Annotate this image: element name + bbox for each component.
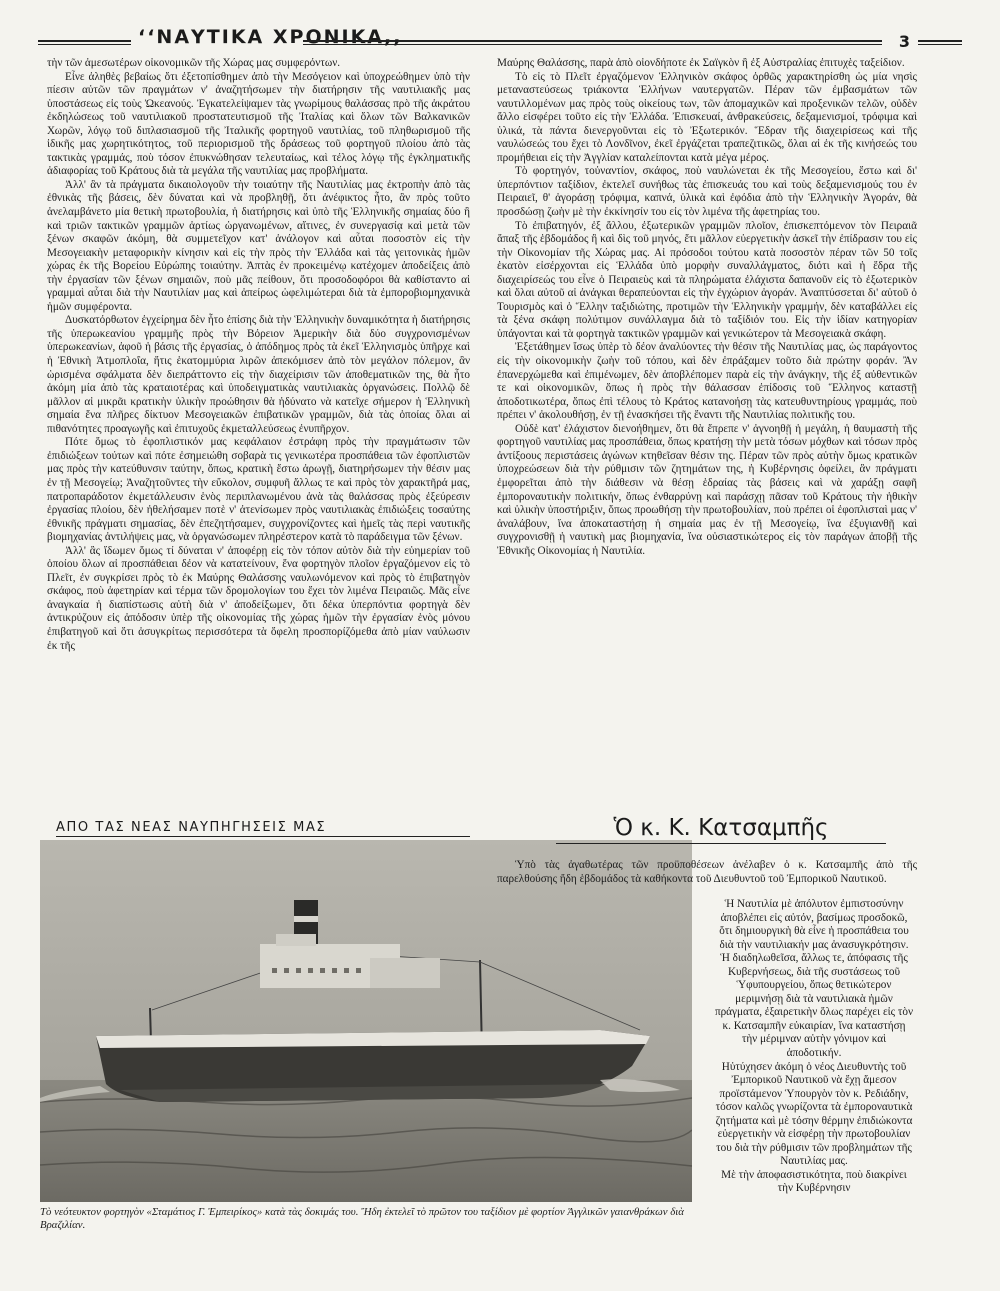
paragraph: τὴν τῶν ἀμεσωτέρων οἰκονομικῶν τῆς Χώρας μας συμφερόντων. (47, 57, 341, 69)
katsampis-title: Ὁ κ. Κ. Κατσαμπῆς (613, 815, 829, 841)
title-underline (556, 843, 886, 844)
paragraph: Ὑπὸ τὰς ἀγαθωτέρας τῶν προϋποθέσεων ἀνέλαβεν ὁ κ. Κατσαμπῆς ἀπὸ τῆς παρελθούσης ἤδη ἑβδομάδος τὰ καθήκοντα τοῦ Διευθυντοῦ τοῦ Ἐμπορικοῦ Ναυτικοῦ. (497, 859, 917, 885)
paragraph: Εἶνε ἀληθὲς βεβαίως ὅτι ἐξετοπίσθημεν ἀπὸ τὴν Μεσόγειον καὶ ὑποχρεώθημεν ὑπὸ τὴν πίεσιν αὐτῶν τῶν πραγμάτων ν' ἀναζητήσωμεν τὴν διατήρησιν τῆς ναυτιλιακῆς μας ὑποστάσεως εἰς τοὺς Ὠκεανούς. Ἐγκατελείψαμεν τὰς γνωρίμους θαλάσσας πρὸ τῆς ἀκράτου ἐκδηλώσεως τοῦ ναυτιλιακοῦ προστατευτισμοῦ τῆς Ἰταλίας καὶ ὅλων τῶν Βαλκανικῶν Χωρῶν, λόγῳ τοῦ διπλασιασμοῦ τῆς Ἰταλικῆς φορτηγοῦ ναυτιλίας, τοῦ πληθωρισμοῦ τῆς ἰδικῆς μας χωρητικότητος, τοῦ περιορισμοῦ τῆς δράσεως τοῦ φορτηγοῦ πλοίου ἀπὸ τὰς τακτικὰς γραμμάς, ποὺ τόσον ἐπυκνώθησαν τελευταίως, καὶ τέλος λόγῳ τῆς ἐγκληματικῆς ἀδιαφορίας τοῦ Κράτους διὰ τὰ μεγάλα τῆς ναυτιλίας μας προβλήματα. (47, 70, 470, 178)
header-rule-middle (303, 40, 882, 45)
paragraph: Ηὐτύχησεν ἀκόμη ὁ νέος Διευθυντὴς τοῦ Ἐμπορικοῦ Ναυτικοῦ νὰ ἔχῃ ἄμεσον προϊστάμενον Ὑπουργὸν τὸν κ. Ρεδιάδην, τόσον καλῶς γνωρίζοντα τὰ ἐμποροναυτικὰ ζητήματα καὶ μὲ τόσην θέρμην ἐπιδιώκοντα εὐεργετικὴν νὰ εἰσφέρῃ τὴν πρωτοβουλίαν του διὰ τὴν ρύθμισιν τῶν προβλημάτων τῆς Ναυτιλίας μας. (715, 1060, 913, 1168)
paragraph: Ἀλλ' ἂς ἴδωμεν ὅμως τί δύναται ν' ἀποφέρῃ εἰς τὸν τόπον αὐτὸν διὰ τὴν εὐημερίαν τοῦ ὁποίου ὅλων αἱ προσπάθειαι δέον νὰ κατατείνουν, ἕνα φορτηγὸν πλοῖον ἐργαζόμενον εἰς τὸ Πλεῖτ, ἐν συγκρίσει πρὸς τὸ ἐκ Μαύρης Θαλάσσης ναυλωνόμενον καὶ πρὸς τὸ ἐπιβατηγὸν σκάφος, ποὺ ἀφετηρίαν καὶ τέρμα τῶν δρομολογίων του ἔχει τὸν λιμένα Πειραιῶς. Μᾶς εἶνε ἀναγκαία ἡ διαπίστωσις αὐτὴ διὰ ν' ἀποδείξωμεν, ὅτι δέκα ὑπερπόντια φορτηγὰ δὲν ἀντικρύζουν εἰς ἀπόδοσιν ὑπὲρ τῆς οἰκονομίας τῆς χώρας ἡμῶν τὴν ἐργασίαν ἑνὸς μόνου ἐπιβατηγοῦ καὶ ὅτι ἀσυγκρίτως περισσότερα τὰ ὄφελη προσπορίζόμεθα ἀπὸ μίαν ναύλωσιν ἐκ τῆς (47, 544, 470, 652)
katsampis-intro (497, 859, 917, 886)
katsampis-heading (531, 815, 911, 844)
paragraph: Τὸ φορτηγόν, τοὐναντίον, σκάφος, ποὺ ναυλώνεται ἐκ τῆς Μεσογείου, ἔστω καὶ δι' ὑπερπόντιον ταξίδιον, ἐκτελεῖ συνήθως τὰς ἐπισκευάς του καὶ τοὺς δεξαμενισμούς του ἐν Πειραιεῖ, θ' ἀγοράσῃ τρόφιμα, καπνά, ὑλικὰ καὶ ἐφόδια ἀπὸ τὴν Ἑλληνικὴν Ἀγοράν, θὰ προσδώσῃ ζωὴν μὲ τὴν ἐκκίνησίν του εἰς τὸν λιμένα τῆς ἀφετηρίας του. (497, 165, 917, 219)
page-number: 3 (898, 32, 910, 51)
ship-illustration (40, 840, 692, 1202)
paragraph: Οὐδὲ κατ' ἐλάχιστον διενοήθημεν, ὅτι θὰ ἔπρεπε ν' ἀγνοηθῇ ἡ μεγάλη, ἡ θαυμαστὴ τῆς φορτηγοῦ ναυτιλίας μας προσπάθεια, ὅπως κρατήσῃ τὴν μετὰ τόσων μόχθων καὶ τόσων πρὸς ἀντίξοους περιστάσεις ἀγώνων κτηθεῖσαν θέσιν της. Πέραν τῶν πρὸς αὐτὴν ὅμως κρατικῶν ὑποχρεώσεων διὰ τὴν ρύθμισιν τῶν ζητημάτων της, ἡ Κυβέρνησις ὀφείλει, ἂν πράγματι ἐμφορεῖται ἀπὸ τὴν διάθεσιν νὰ θέσῃ ἑδραίας τὰς βάσεις καὶ νὰ χαράξῃ σαφῆ ἐμποροναυτικὴν πολιτικήν, ὅπως ἐνθαρρύνῃ καὶ παράσχῃ πᾶσαν τοῦ Κράτους τὴν ἠθικὴν καὶ ὑλικὴν ὑποστήριξιν, ὅπως προωθήσῃ τὴν πρωτοβουλίαν, ποὺ πρέπει οἱ ἐφοπλισταὶ μας ν' ἀναλάβουν, ἵνα ἀποκαταστήσῃ ἡ σημαία μας ἐν τῇ Μεσογείῳ, ἵνα ἐξυγιανθῇ καὶ συγχρονισθῇ ἡ ναυτικὴ μας βιομηχανία, ἵνα οὐσιαστικώτερος εἰς τὸν παράγων ἀποβῇ τῆς Ἐθνικῆς Οἰκονομίας ἡ Ναυτιλία. (497, 422, 917, 557)
paragraph: Ἡ Ναυτιλία μὲ ἀπόλυτον ἐμπιστοσύνην ἀποβλέπει εἰς αὐτόν, βασίμως προσδοκῶ, ὅτι δημιουργικὴ θὰ εἶνε ἡ προσπάθεια του διὰ τὴν ναυτιλιακήν μας ἀνασυγκρότησιν. Ἡ διαδηλωθεῖσα, ἄλλως τε, ἀπόφασις τῆς Κυβερνήσεως, διὰ τῆς συστάσεως τοῦ Ὑφυπουργείου, ὅπως θετικώτερον μεριμνήσῃ διὰ τὰ ναυτιλιακὰ ἡμῶν πράγματα, ἐξαιρετικὴν ὅλως παρέχει εἰς τὸν κ. Κατσαμπῆν εὐκαιρίαν, ἵνα καταστήσῃ τὴν μέριμναν αὐτὴν γόνιμον καὶ ἀποδοτικήν. (714, 898, 914, 1060)
paragraph: Δυσκατόρθωτον ἐγχείρημα δὲν ἦτο ἐπίσης διὰ τὴν Ἑλληνικὴν δυναμικότητα ἡ διατήρησις τῆς ὑπερωκεανίου γραμμῆς πρὸς τὴν Βόρειον Ἀμερικὴν διὰ δύο συγχρονισμένων ὑπερωκεανίων, ἀφοῦ ἡ βάσις τῆς ἐργασίας, ὁ ἀπόδημος πρὸς τὰ ἐκεῖ Ἑλληνισμὸς ὑπῆρχε καὶ ἡ Ἐθνικὴ Ἀτμοπλοΐα, ἥτις ἑκατομμύρια λιρῶν ἀπεκόμισεν ἀπὸ τὸν μεγάλον πόλεμον, ἂν ὡρισμένα σφάλματα δὲν διεπράττοντο εἰς τὴν διαχείρισιν τῶν ἀποθεματικῶν της, θὰ ἦτο ἀκόμη μία ἀπὸ τὰς κραταιοτέρας καὶ ὑποδειγματικὰς ναυτιλιακὰς ὀργανώσεις. Πολλῷ δὲ μᾶλλον αἱ μικρᾶι κρατικὴν ὑλικὴν προώθησιν θὰ ἠδύνατο νὰ κατεῖχε σήμερον ἡ Ἑλληνικὴ σημαία ἕνα πλῆρες δίκτυον Μεσογειακῶν ἐπιβατικῶν γραμμῶν, διὰ τὰς ὁποίας ὅλαι αἱ πιθανότητες προαγωγῆς καὶ ἐπιτυχοῦς ἐκμεταλλεύσεως ἐνυπῆρχον. (47, 314, 470, 435)
katsampis-column (714, 898, 914, 1196)
ship-photo (40, 840, 692, 1202)
page-header (38, 20, 962, 54)
paragraph: Μὲ τὴν ἀποφασιστικότητα, ποὺ διακρίνει τὴν Κυβέρνησιν (721, 1168, 907, 1195)
journal-title: ‘‘ΝΑΥΤΙΚΑ ΧΡΟΝΙΚΑ,, (138, 26, 403, 48)
section-heading: ΑΠΟ ΤΑΣ ΝΕΑΣ ΝΑΥΠΗΓΗΣΕΙΣ ΜΑΣ (56, 820, 470, 837)
header-rule-right (918, 40, 962, 45)
right-column (497, 57, 917, 558)
paragraph: Τὸ ἐπιβατηγόν, ἐξ ἄλλου, ἐξωτερικῶν γραμμῶν πλοῖον, ἐπισκεπτόμενον τὸν Πειραιᾶ ἅπαξ τῆς ἑβδομάδος ἢ καὶ δὶς τοῦ μηνός, ἔτι μᾶλλον εὐεργετικὴν ἀσκεῖ τὴν ἐπίδρασιν του εἰς τὴν Οἰκονομίαν τῆς Χώρας μας. Αἱ πρόσοδοι τούτου κατὰ ποσοστὸν πέραν τῶν 50 τοῖς ἑκατὸν εἰσέρχονται εἰς Ἑλλάδα ὑπὸ μορφὴν συναλλάγματος, διότι καὶ ἡ ἕδρα τῆς διαχειρίσεώς του εἶνε ὁ Πειραιεὺς καὶ τὰ πληρώματα ἐλάχιστα δαπανοῦν εἰς τὸ ἐξωτερικὸν καὶ ὅλαι αὐτοῦ αἱ ἀνάγκαι θεραπεύονται εἰς τὴν ἐγχώριον ἀγοράν. Ἀναπτύσσεται δι' αὐτοῦ ὁ Τουρισμὸς καὶ ὁ Ἕλλην ταξιδιώτης, προτιμῶν τὴν Ἑλληνικὴν γραμμήν, δὲν καταβάλλει εἰς τὰ ξένα σκάφη πολύτιμον συνάλλαγμα διὰ τὸ ταξίδιόν του. Εἰς τὴν ἰδίαν κατηγορίαν ὑπάγονται καὶ τὰ φορτηγὰ τακτικῶν γραμμῶν καὶ γενικώτερον τὰ Μεσογειακὰ σκάφη. (497, 219, 917, 340)
header-rule-left (38, 40, 131, 45)
paragraph: Πότε ὅμως τὸ ἐφοπλιστικόν μας κεφάλαιον ἐστράφη πρὸς τὴν πραγμάτωσιν τῶν ἐπιδιώξεων τούτων καὶ πότε ἐσημειώθη σοβαρὰ τις γενικωτέρα προσπάθεια τῶν ἐφοπλιστῶν μας πρὸς τὴν κατεύθυνσιν ταύτην, ὅπως, κρατικὴ ἔστω ἀρωγῇ, διατηρήσωμεν τὴν θέσιν μας ἐν τῇ Μεσογείῳ; Ἀναζητοῦντες τὴν εὔκολον, συμφυῆ ἄλλως τε καὶ πρὸς τὸν χαρακτῆρά μας, πατροπαράδοτον ἐκμετάλλευσιν ἑνὸς περιπλανωμένου ἀνὰ τὰς θαλάσσας πρὸς ἐξεύρεσιν ἐργασίας πλοίου, δὲν ἠθελήσαμεν ποτὲ ν' ἀτενίσωμεν πρὸς ναυτιλιακὰς ἐπιδιώξεις τοσαύτης ἐθνικῆς πράγματι σημασίας, δὲν ἐπεζητήσαμεν, συγχρονίζοντες καὶ ἡμεῖς τὰς περὶ ναυτικῆς βιομηχανίας ἀντιλήψεις μας, νὰ ὀργανώσωμεν πληρέστερον κατὰ τὸ παράδειγμα τῶν ξένων. (47, 436, 470, 544)
paragraph: Τὸ εἰς τὸ Πλεῖτ ἐργαζόμενον Ἑλληνικὸν σκάφος ὀρθῶς χαρακτηρίσθη ὡς μία νησὶς μεταναστεύσεως τριάκοντα Ἑλλήνων ναυτεργατῶν. Πέραν τῶν ἐμβασμάτων τῶν ναυτιλλομένων μας πρὸς τοὺς οἰκείους των, τῶν ἀπομαχικῶν καὶ προξενικῶν τελῶν, οὐδὲν ἄλλο εἰσφέρει τοῦτο εἰς τὴν Ἑλλάδα. Ἐπισκευαί, ἀνθρακεύσεις, δεξαμενισμοί, τρόφιμα καὶ ὑλικά, τὰ πάντα διενεργοῦνται εἰς τὸ Ἐξωτερικόν. Ἕδραν τῆς διαχειρίσεως καὶ τῆς ναυλώσεώς του ἔχει τὸ Λονδῖνον, ἐκεῖ ἐργάζεται τραπεζιτικῶς, ὅλαι αἱ ἐκ τῆς κινήσεώς του προμήθειαι εἰς τὴν Ἀγγλίαν καταλείπονται κατὰ μέγα μέρος. (497, 70, 917, 164)
left-column (47, 57, 470, 653)
paragraph: Ἐξετάθημεν ἴσως ὑπὲρ τὸ δέον ἀναλύοντες τὴν θέσιν τῆς Ναυτιλίας μας, ὡς παράγοντος εἰς τὴν οἰκονομικὴν ζωὴν τοῦ τόπου, καὶ δὲν ἐπράξαμεν τοῦτο διὰ πρώτην φοράν. Ἂν ἐπανερχώμεθα καὶ ἐπιμένωμεν, δὲν ἀποβλέπομεν παρὰ εἰς τὴν ἀνάγκην, τῆς ἐξ αὐθεντικῶν τε καὶ οἰκονομικῶν, ὅπως ἡ πρὸς τὴν θάλασσαν ἐπίδοσις τοῦ Ἕλληνος καταστῇ ἀποδοτικωτέρα, ὅπως ἐπὶ τέλους τὸ Κράτος κατανοήσῃ τὰς κατευθυντηρίους γραμμάς, ποὺ πρέπει ν' ἀκολουθήσῃ, ἐν τῇ ἐνασκήσει τῆς ἔναντι τῆς Ναυτιλίας πολιτικῆς του. (497, 341, 917, 422)
paragraph: Ἀλλ' ἂν τὰ πράγματα δικαιολογοῦν τὴν τοιαύτην τῆς Ναυτιλίας μας ἐκτροπὴν ἀπὸ τὰς ἐθνικὰς τῆς βάσεις, δὲν δύναται καὶ νὰ προβληθῇ, ὅτι ἀνέφικτος ἦτο, ἂν πρὸς τοῦτο ἀνελαμβάνετο μία θετικὴ πρωτοβουλία, ἡ διατήρησις καὶ ὑπὸ τῆς Ἑλληνικῆς σημαίας δύο ἢ καὶ τριῶν τακτικῶν γραμμῶν ἀρτίως ὠργανωμένων, αἵτινες, ἐν συνεργασίᾳ καὶ μετὰ τῶν ξένων σκαφῶν ἀκόμη, θὰ συμμετεῖχον κατ' ἀνάλογον καὶ αὗται ποσοστὸν εἰς τὴν Μεσογειακὴν μεταφορικὴν κίνησιν καὶ εἰς τὴν πρὸς τὴν Ἑλλάδα καὶ τὰς γειτονικὰς ἡμῶν χώρας ἐκ τῆς Βορείου Εὐρώπης τοιαύτην. Ἀπτὰς ἐν προκειμένῳ κατέχομεν ἀποδείξεις ἀπὸ τὴν ἐργασίαν τῶν ξένων σημαιῶν, ποὺ μᾶς πείθουν, ὅτι προσοδοφόροι θὰ καθίσταντο αἱ γραμμαὶ αὗται διὰ τὴν Ναυτιλίαν μας καὶ ἀπείρως ὠφελιμώτεραι διὰ τὰ ἐμποροβιομηχανικὰ ἡμῶν συμφέροντα. (47, 178, 470, 313)
photo-caption: Τὸ νεότευκτον φορτηγὸν «Σταμάτιος Γ. Ἐμπειρίκος» κατὰ τὰς δοκιμάς του. Ἤδη ἐκτελεῖ τὸ πρῶτον του ταξίδιον μὲ φορτίον Ἀγγλικῶν γαιανθράκων διὰ Βραζιλίαν. (40, 1206, 684, 1231)
paragraph: Μαύρης Θαλάσσης, παρὰ ἀπὸ οἱονδήποτε ἐκ Σαϊγκὸν ἢ ἐξ Αὐστραλίας ἐπιτυχὲς ταξείδιον. (497, 57, 905, 69)
